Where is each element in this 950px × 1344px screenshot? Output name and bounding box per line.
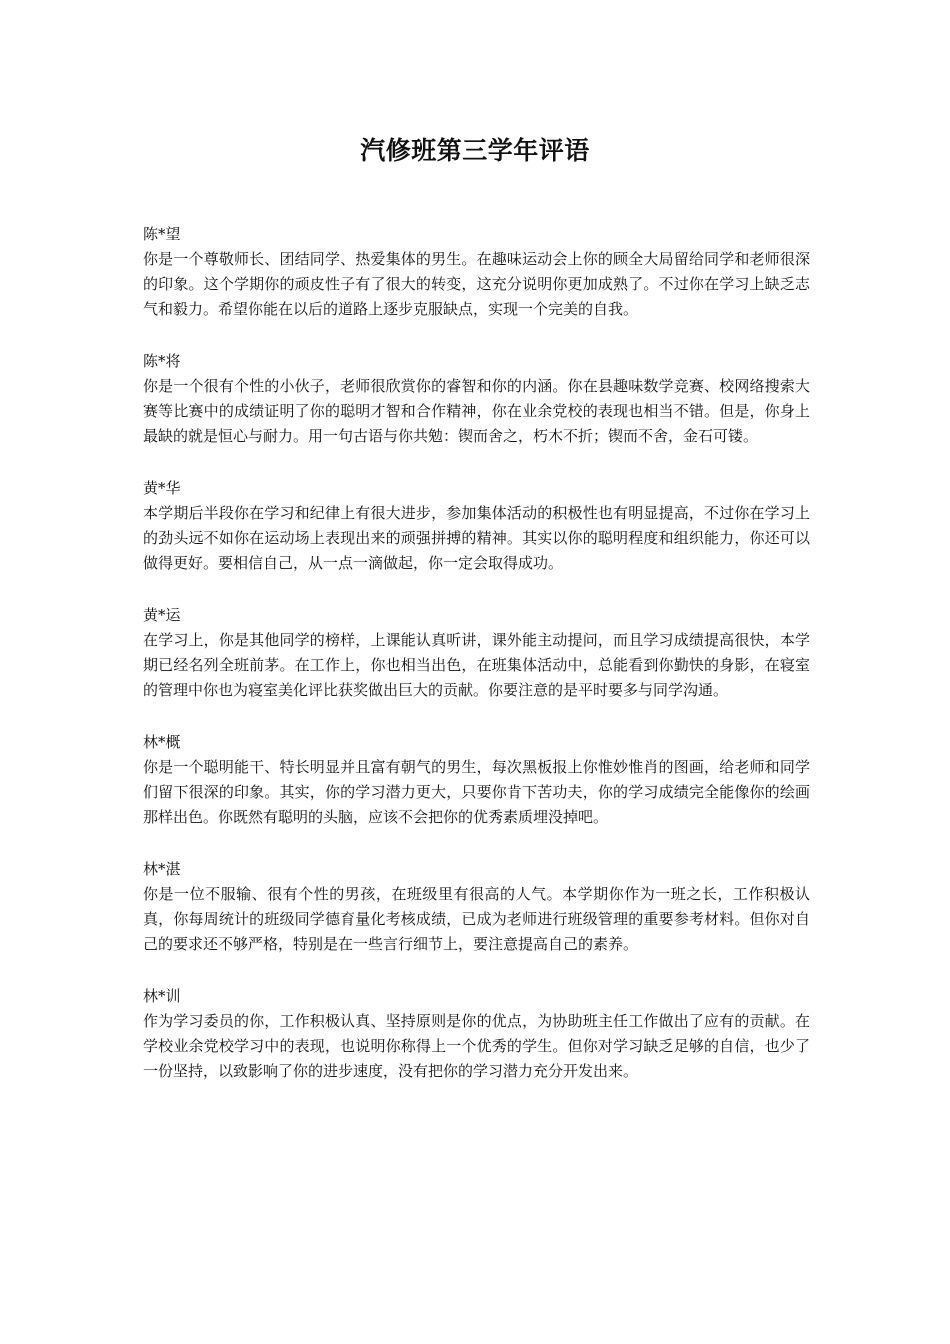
comment-entry: [143, 857, 810, 957]
comment-entry: [143, 222, 810, 322]
student-name: 陈*望: [143, 225, 181, 243]
comment-entry: [143, 349, 810, 449]
comment-entry: [143, 603, 810, 703]
student-name: 林*湛: [143, 860, 181, 878]
comment-text: 作为学习委员的你，工作积极认真、坚持原则是你的优点，为协助班主任工作做出了应有的贡献。在学校业余党校学习中的表现，也说明你称得上一个优秀的学生。但你对学习缺乏足够的自信，也少了一份坚持，以致影响了你的进步速度，没有把你的学习潜力充分开发出来。: [143, 1012, 810, 1080]
comment-entry: [143, 730, 810, 830]
document-title: 汽修班第三学年评语: [360, 136, 590, 165]
comment-text: 你是一个很有个性的小伙子，老师很欣赏你的睿智和你的内涵。你在县趣味数学竞赛、校网络搜索大赛等比赛中的成绩证明了你的聪明才智和合作精神，你在业余党校的表现也相当不错。但是，你身上最缺的就是恒心与耐力。用一句古语与你共勉：锲而舍之，朽木不折；锲而不舍，金石可镂。: [143, 377, 810, 445]
comment-entry: [143, 476, 810, 576]
comment-text: 在学习上，你是其他同学的榜样，上课能认真听讲，课外能主动提问，而且学习成绩提高很快，本学期已经名列全班前茅。在工作上，你也相当出色，在班集体活动中，总能看到你勤快的身影，在寝室的管理中你也为寝室美化评比获奖做出巨大的贡献。你要注意的是平时要多与同学沟通。: [143, 631, 810, 699]
student-name: 林*概: [143, 733, 181, 751]
comment-text: 你是一位不服输、很有个性的男孩，在班级里有很高的人气。本学期你作为一班之长，工作积极认真，你每周统计的班级同学德育量化考核成绩，已成为老师进行班级管理的重要参考材料。但你对自己的要求还不够严格，特别是在一些言行细节上，要注意提高自己的素养。: [143, 885, 810, 953]
student-name: 林*训: [143, 987, 181, 1005]
comment-text: 你是一个聪明能干、特长明显并且富有朝气的男生，每次黑板报上你惟妙惟肖的图画，给老师和同学们留下很深的印象。其实，你的学习潜力更大，只要你肯下苦功夫，你的学习成绩完全能像你的绘画那样出色。你既然有聪明的头脑，应该不会把你的优秀素质埋没掉吧。: [143, 758, 810, 826]
student-name: 陈*将: [143, 352, 181, 370]
student-name: 黄*运: [143, 606, 181, 624]
comment-list: [143, 222, 810, 1111]
student-name: 黄*华: [143, 479, 181, 497]
comment-entry: [143, 984, 810, 1084]
comment-text: 本学期后半段你在学习和纪律上有很大进步，参加集体活动的积极性也有明显提高，不过你在学习上的劲头远不如你在运动场上表现出来的顽强拼搏的精神。其实以你的聪明程度和组织能力，你还可以做得更好。要相信自己，从一点一滴做起，你一定会取得成功。: [143, 504, 810, 572]
comment-text: 你是一个尊敬师长、团结同学、热爱集体的男生。在趣味运动会上你的顾全大局留给同学和老师很深的印象。这个学期你的顽皮性子有了很大的转变，这充分说明你更加成熟了。不过你在学习上缺乏志气和毅力。希望你能在以后的道路上逐步克服缺点，实现一个完美的自我。: [143, 250, 810, 318]
